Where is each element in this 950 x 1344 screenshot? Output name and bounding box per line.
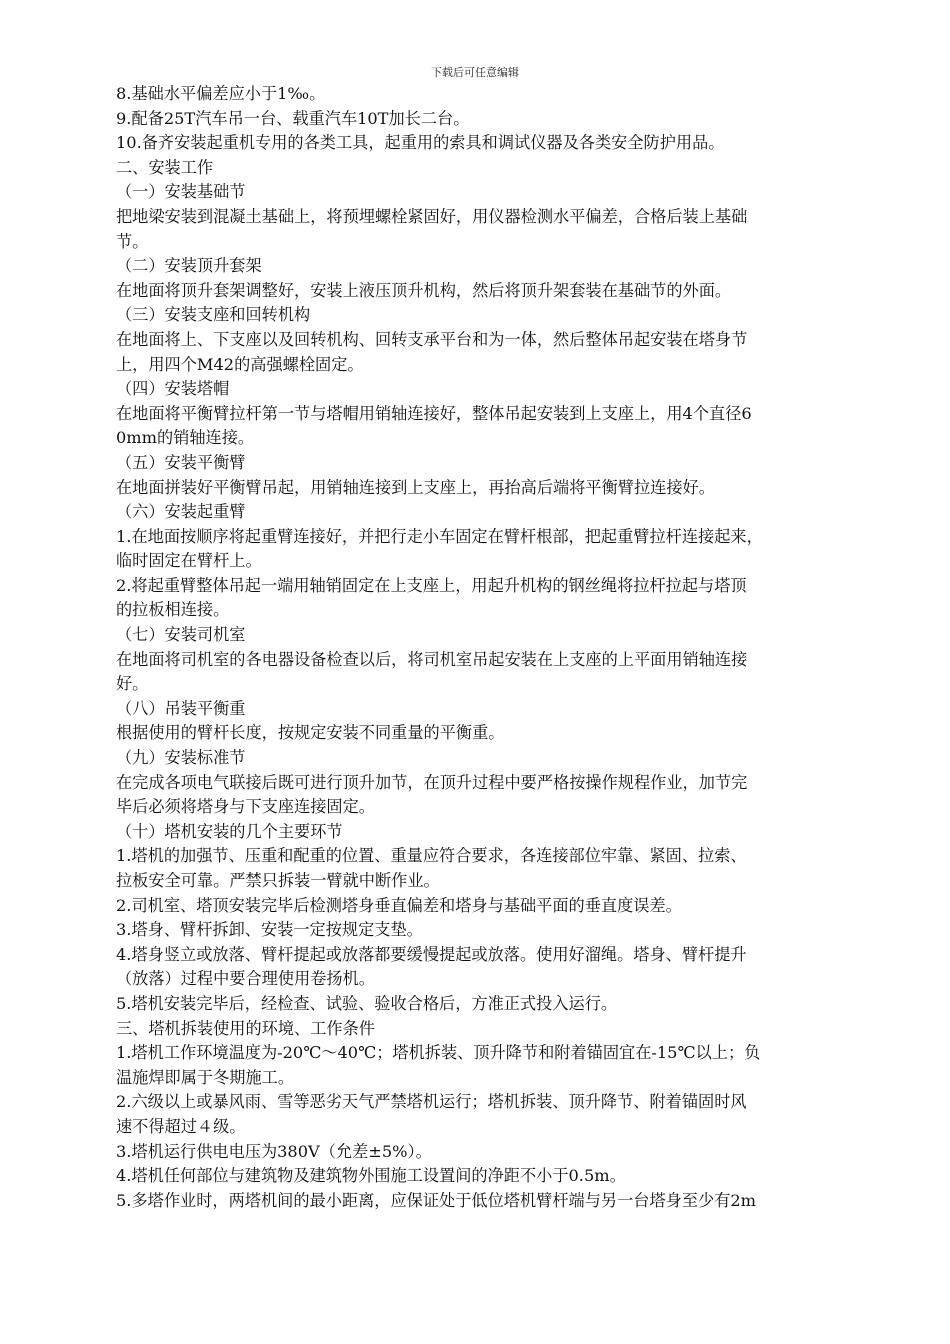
subsection-heading: （八）吊装平衡重 xyxy=(116,698,246,718)
text-line: 根据使用的臂杆长度，按规定安装不同重量的平衡重。 xyxy=(116,723,505,743)
subsection-heading: （三）安装支座和回转机构 xyxy=(116,305,311,325)
text-line: 在地面将司机室的各电器设备检查以后，将司机室吊起安装在上支座的上平面用销轴连接 xyxy=(116,649,748,669)
document-body xyxy=(116,82,864,1213)
text-line: 4.塔机任何部位与建筑物及建筑物外围施工设置间的净距不小于0.5m。 xyxy=(116,1166,626,1186)
text-line: 在地面将上、下支座以及回转机构、回转支承平台和为一体，然后整体吊起安装在塔身节 xyxy=(116,329,748,349)
text-line: 2.司机室、塔顶安装完毕后检测塔身垂直偏差和塔身与基础平面的垂直度误差。 xyxy=(116,895,682,915)
text-line: 1.塔机的加强节、压重和配重的位置、重量应符合要求，各连接部位牢靠、紧固、拉索、 xyxy=(116,846,747,866)
text-line: 5.塔机安装完毕后，经检查、试验、验收合格后，方准正式投入运行。 xyxy=(116,993,618,1013)
text-line: 9.配备25T汽车吊一台、载重汽车10T加长二台。 xyxy=(116,108,470,128)
subsection-heading: （五）安装平衡臂 xyxy=(116,452,246,472)
text-line: 8.基础水平偏差应小于1‰。 xyxy=(116,84,326,103)
text-line: 毕后必须将塔身与下支座连接固定。 xyxy=(116,797,375,817)
text-line: 在完成各项电气联接后既可进行顶升加节，在顶升过程中要严格按操作规程作业，加节完 xyxy=(116,772,748,792)
text-line: 节。 xyxy=(116,231,149,251)
text-line: 好。 xyxy=(116,674,149,694)
text-line: 3.塔机运行供电电压为380V（允差±5%）。 xyxy=(116,1141,432,1161)
text-line: 1.在地面按顺序将起重臂连接好，并把行走小车固定在臂杆根部，把起重臂拉杆连接起来， xyxy=(116,526,763,546)
text-line: 在地面拼装好平衡臂吊起，用销轴连接到上支座上，再抬高后端将平衡臂拉连接好。 xyxy=(116,477,715,497)
text-line: 的拉板相连接。 xyxy=(116,600,230,620)
section-heading: 三、塔机拆装使用的环境、工作条件 xyxy=(116,1018,375,1038)
text-line: 3.塔身、臂杆拆卸、安装一定按规定支垫。 xyxy=(116,920,423,940)
text-line: 2.将起重臂整体吊起一端用轴销固定在上支座上，用起升机构的钢丝绳将拉杆拉起与塔顶 xyxy=(116,575,747,595)
subsection-heading: （一）安装基础节 xyxy=(116,182,246,202)
text-line: 温施焊即属于冬期施工。 xyxy=(116,1067,295,1087)
subsection-heading: （十）塔机安装的几个主要环节 xyxy=(116,821,343,841)
text-line: 2.六级以上或暴风雨、雪等恶劣天气严禁塔机运行；塔机拆装、顶升降节、附着锚固时风 xyxy=(116,1092,747,1112)
section-heading: 二、安装工作 xyxy=(116,157,214,177)
text-line: 把地梁安装到混凝土基础上，将预埋螺栓紧固好，用仪器检测水平偏差，合格后装上基础 xyxy=(116,206,748,226)
subsection-heading: （四）安装塔帽 xyxy=(116,379,230,399)
text-line: 4.塔身竖立或放落、臂杆提起或放落都要缓慢提起或放落。使用好溜绳。塔身、臂杆提升 xyxy=(116,944,747,964)
text-line: 在地面将顶升套架调整好，安装上液压顶升机构，然后将顶升架套装在基础节的外面。 xyxy=(116,280,732,300)
subsection-heading: （六）安装起重臂 xyxy=(116,502,246,522)
subsection-heading: （九）安装标准节 xyxy=(116,748,246,768)
text-line: 拉板安全可靠。严禁只拆装一臂就中断作业。 xyxy=(116,871,440,890)
text-line: 0mm的销轴连接。 xyxy=(116,428,255,448)
text-line: 1.塔机工作环境温度为-20℃～40℃；塔机拆装、顶升降节和附着锚固宜在-15℃以上；负 xyxy=(116,1043,761,1063)
text-line: 10.备齐安装起重机专用的各类工具，起重用的索具和调试仪器及各类安全防护用品。 xyxy=(116,133,725,153)
page-header: 下载后可任意编辑 xyxy=(431,66,519,79)
subsection-heading: （七）安装司机室 xyxy=(116,625,246,645)
subsection-heading: （二）安装顶升套架 xyxy=(116,256,262,276)
text-line: 临时固定在臂杆上。 xyxy=(116,551,262,571)
text-line: 上，用四个M42的高强螺栓固定。 xyxy=(116,354,364,374)
text-line: （放落）过程中要合理使用卷扬机。 xyxy=(116,969,375,989)
text-line: 5.多塔作业时，两塔机间的最小距离，应保证处于低位塔机臂杆端与另一台塔身至少有2m xyxy=(116,1190,757,1210)
text-line: 速不得超过４级。 xyxy=(116,1116,246,1136)
text-line: 在地面将平衡臂拉杆第一节与塔帽用销轴连接好，整体吊起安装到上支座上，用4个直径6 xyxy=(116,403,752,423)
